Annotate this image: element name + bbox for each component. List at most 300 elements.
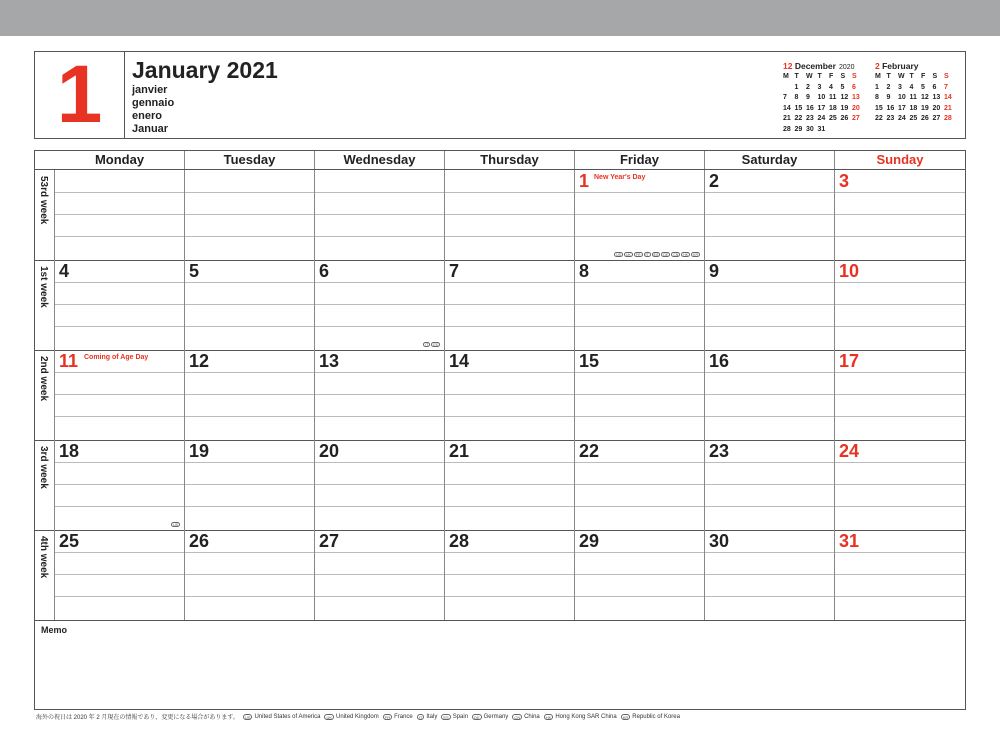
cell-rule — [835, 326, 965, 327]
cell-rule — [185, 282, 314, 283]
mini-weekday: T — [886, 73, 891, 80]
cell-rule — [55, 596, 184, 597]
cell-rule — [705, 326, 834, 327]
cell-rule — [315, 236, 444, 237]
legend-badge: US — [244, 714, 251, 720]
month-names — [132, 84, 174, 136]
day-cell[interactable] — [315, 170, 445, 260]
mini-day: 24 — [817, 115, 826, 122]
top-bar — [0, 0, 1000, 36]
week-label — [35, 530, 55, 620]
month-name-it: gennaio — [132, 97, 175, 109]
day-number: 13 — [319, 351, 340, 371]
memo-label: Memo — [41, 625, 68, 635]
holiday-label: Coming of Age Day — [84, 354, 149, 361]
day-number: 21 — [449, 441, 470, 461]
cell-rule — [315, 394, 444, 395]
cell-rule — [705, 596, 834, 597]
cell-rule — [835, 462, 965, 463]
cell-rule — [315, 372, 444, 373]
mini-day: 15 — [794, 104, 803, 112]
day-cell[interactable] — [835, 530, 965, 620]
holiday-label: New Year's Day — [594, 174, 646, 181]
mini-month-name: December — [794, 61, 836, 71]
country-badge: HK — [683, 253, 689, 257]
mini-day: 2 — [886, 83, 891, 91]
mini-day — [829, 126, 841, 137]
cell-rule — [55, 372, 184, 373]
mini-week-row — [875, 94, 960, 105]
country-badge: UK — [625, 253, 631, 257]
mini-day: 18 — [829, 104, 837, 112]
cell-rule — [185, 236, 314, 237]
cell-rule — [575, 192, 704, 193]
cell-rule — [575, 462, 704, 463]
cell-rule — [575, 372, 704, 373]
cell-rule — [575, 484, 704, 485]
cell-rule — [185, 394, 314, 395]
cell-rule — [575, 282, 704, 283]
mini-day: 26 — [840, 115, 849, 122]
mini-day — [783, 84, 795, 95]
mini-day: 7 — [783, 94, 787, 101]
country-badge: US — [616, 253, 621, 257]
day-cell[interactable] — [705, 440, 835, 530]
cell-rule — [315, 304, 444, 305]
cell-rule — [445, 462, 574, 463]
day-number: 28 — [449, 531, 470, 551]
cell-rule — [315, 596, 444, 597]
mini-week-row — [783, 115, 868, 126]
week-label-text: 1st week — [38, 266, 49, 308]
cell-rule — [835, 416, 965, 417]
day-number: 1 — [579, 171, 590, 191]
week-divider — [35, 620, 965, 621]
cell-rule — [445, 552, 574, 553]
day-cell[interactable] — [705, 530, 835, 620]
mini-month-number: 12 — [783, 61, 793, 71]
cell-rule — [445, 596, 574, 597]
mini-day: 4 — [909, 83, 914, 91]
country-badge: CN — [673, 253, 679, 257]
mini-day: 8 — [794, 94, 799, 101]
day-number: 17 — [839, 351, 860, 371]
day-number: 25 — [59, 531, 80, 551]
cell-rule — [835, 596, 965, 597]
mini-weekday: S — [852, 73, 857, 80]
day-cell[interactable] — [55, 260, 185, 350]
cell-rule — [55, 192, 184, 193]
footer-legend — [36, 712, 680, 721]
mini-day: 29 — [794, 125, 803, 133]
day-number: 23 — [709, 441, 730, 461]
legend-country: Germany — [483, 713, 509, 720]
mini-week-row — [783, 126, 868, 137]
day-number: 6 — [319, 261, 330, 281]
cell-rule — [705, 236, 834, 237]
week-label-text: 3rd week — [38, 446, 49, 489]
legend-badge: FR — [384, 714, 391, 720]
day-number: 9 — [709, 261, 720, 281]
week-label — [35, 170, 55, 260]
month-number: 1 — [35, 52, 125, 138]
country-badge: IT — [425, 343, 429, 347]
mini-day: 28 — [783, 125, 791, 133]
mini-day: 9 — [886, 94, 891, 101]
day-header-wednesday: Wednesday — [315, 151, 445, 169]
day-cell[interactable] — [315, 260, 445, 350]
day-cell[interactable] — [445, 170, 575, 260]
cell-rule — [315, 462, 444, 463]
legend-badge: KR — [622, 714, 629, 720]
mini-day: 13 — [852, 94, 860, 101]
cell-rule — [835, 394, 965, 395]
day-cell[interactable] — [575, 350, 705, 440]
mini-weekday: W — [898, 73, 905, 80]
day-cell[interactable] — [185, 440, 315, 530]
cell-rule — [185, 214, 314, 215]
day-header-sunday: Sunday — [876, 152, 924, 167]
mini-day: 10 — [898, 94, 906, 101]
week-label — [35, 440, 55, 530]
cell-rule — [55, 484, 184, 485]
cell-rule — [575, 506, 704, 507]
mini-day: 22 — [875, 115, 883, 122]
cell-rule — [835, 484, 965, 485]
mini-weekday: W — [806, 73, 813, 80]
mini-month-number: 2 — [875, 61, 880, 71]
mini-year: 2020 — [838, 64, 855, 71]
cell-rule — [575, 574, 704, 575]
mini-day: 12 — [840, 94, 849, 101]
legend-country: Italy — [426, 713, 438, 720]
day-cell[interactable] — [445, 440, 575, 530]
mini-week-row — [875, 84, 960, 95]
cell-rule — [55, 214, 184, 215]
calendar-grid — [34, 150, 966, 710]
day-number: 12 — [189, 351, 210, 371]
mini-weekday-row — [875, 73, 960, 84]
mini-day: 22 — [794, 115, 803, 122]
day-cell[interactable] — [315, 530, 445, 620]
mini-day: 20 — [852, 104, 860, 112]
day-cell[interactable] — [835, 170, 965, 260]
mini-day: 17 — [817, 104, 826, 112]
day-cell[interactable] — [575, 440, 705, 530]
day-number: 20 — [319, 441, 340, 461]
mini-calendar — [875, 61, 960, 126]
mini-day: 11 — [829, 94, 837, 101]
mini-day: 16 — [886, 104, 895, 112]
cell-rule — [705, 484, 834, 485]
legend-country: Spain — [452, 713, 469, 720]
cell-rule — [445, 214, 574, 215]
cell-rule — [185, 484, 314, 485]
cell-rule — [185, 506, 314, 507]
mini-weekday: S — [840, 73, 846, 80]
cell-rule — [835, 304, 965, 305]
cell-rule — [575, 552, 704, 553]
day-cell[interactable] — [185, 170, 315, 260]
cell-rule — [705, 192, 834, 193]
cell-rule — [835, 574, 965, 575]
mini-week-row — [875, 105, 960, 116]
day-cell[interactable] — [445, 260, 575, 350]
cell-rule — [705, 304, 834, 305]
cell-rule — [575, 236, 704, 237]
day-cell[interactable] — [185, 260, 315, 350]
mini-day: 5 — [840, 83, 845, 91]
month-name-fr: janvier — [132, 84, 168, 96]
mini-day: 14 — [944, 94, 952, 101]
cell-rule — [835, 552, 965, 553]
cell-rule — [185, 552, 314, 553]
cell-rule — [705, 506, 834, 507]
country-badge: US — [173, 523, 178, 527]
cell-rule — [705, 574, 834, 575]
mini-day: 15 — [875, 104, 883, 112]
country-badge: KR — [693, 253, 698, 257]
cell-rule — [835, 214, 965, 215]
cell-rule — [705, 394, 834, 395]
country-badges — [614, 252, 700, 257]
mini-day: 13 — [932, 94, 941, 101]
mini-week-row — [783, 84, 868, 95]
footer-note: 海外の祝日は 2020 年 2 月現在の情報であり、変更になる場合があります。 — [36, 715, 239, 721]
mini-day: 6 — [852, 83, 856, 91]
day-number: 19 — [189, 441, 210, 461]
mini-day: 19 — [921, 104, 929, 112]
week-label-text: 53rd week — [38, 176, 49, 225]
cell-rule — [705, 552, 834, 553]
mini-weekday: F — [829, 73, 834, 80]
day-number: 10 — [839, 261, 860, 281]
mini-day: 21 — [783, 115, 791, 122]
cell-rule — [55, 326, 184, 327]
mini-weekday: S — [944, 73, 949, 80]
cell-rule — [185, 192, 314, 193]
cell-rule — [445, 304, 574, 305]
cell-rule — [835, 236, 965, 237]
cell-rule — [705, 462, 834, 463]
day-cell[interactable] — [185, 350, 315, 440]
mini-day: 8 — [875, 94, 879, 101]
day-cell[interactable] — [55, 350, 185, 440]
country-badges — [423, 342, 440, 347]
mini-day: 5 — [921, 83, 925, 91]
mini-month-name: February — [882, 61, 919, 71]
day-number: 3 — [839, 171, 850, 191]
cell-rule — [445, 372, 574, 373]
cell-rule — [835, 372, 965, 373]
day-cell[interactable] — [575, 260, 705, 350]
country-badge: FR — [635, 253, 641, 257]
day-header-saturday: Saturday — [705, 151, 835, 169]
day-number: 4 — [59, 261, 70, 281]
day-number: 16 — [709, 351, 730, 371]
week-label — [35, 260, 55, 350]
mini-day: 17 — [898, 104, 906, 112]
day-number: 2 — [709, 171, 720, 191]
mini-calendar — [783, 61, 868, 136]
day-cell[interactable] — [55, 170, 185, 260]
cell-rule — [575, 416, 704, 417]
day-number: 22 — [579, 441, 600, 461]
cell-rule — [185, 416, 314, 417]
day-cell[interactable] — [705, 170, 835, 260]
day-cell[interactable] — [705, 260, 835, 350]
mini-day: 27 — [932, 115, 941, 122]
cell-rule — [705, 372, 834, 373]
legend-country: France — [394, 713, 413, 720]
day-cell[interactable] — [445, 350, 575, 440]
day-header-thursday: Thursday — [445, 151, 575, 169]
cell-rule — [315, 282, 444, 283]
day-cell[interactable] — [185, 530, 315, 620]
cell-rule — [315, 484, 444, 485]
cell-rule — [55, 282, 184, 283]
mini-weekday: T — [909, 73, 914, 80]
legend-badge: DE — [474, 714, 480, 720]
cell-rule — [705, 214, 834, 215]
mini-day: 10 — [817, 94, 826, 101]
legend-country: China — [524, 713, 540, 720]
cell-rule — [575, 326, 704, 327]
cell-rule — [185, 326, 314, 327]
day-cell[interactable] — [445, 530, 575, 620]
day-cell[interactable] — [835, 350, 965, 440]
day-cell[interactable] — [315, 350, 445, 440]
day-cell[interactable] — [835, 260, 965, 350]
week-label-text: 2nd week — [38, 356, 49, 402]
mini-day: 20 — [932, 104, 941, 112]
mini-day: 12 — [921, 94, 929, 101]
day-number: 31 — [839, 531, 860, 551]
day-number: 7 — [449, 261, 460, 281]
cell-rule — [445, 506, 574, 507]
cell-rule — [315, 574, 444, 575]
cell-rule — [185, 574, 314, 575]
month-header — [34, 51, 966, 139]
country-badges — [171, 522, 180, 527]
week-label — [35, 350, 55, 440]
day-number: 18 — [59, 441, 80, 461]
cell-rule — [55, 506, 184, 507]
day-number: 14 — [449, 351, 470, 371]
mini-day: 23 — [886, 115, 895, 122]
cell-rule — [445, 574, 574, 575]
cell-rule — [575, 394, 704, 395]
cell-rule — [705, 416, 834, 417]
mini-day: 14 — [783, 104, 791, 112]
mini-day: 19 — [840, 104, 849, 112]
week-label-text: 4th week — [38, 536, 49, 579]
cell-rule — [55, 416, 184, 417]
mini-calendar-title — [875, 61, 960, 71]
mini-day: 3 — [898, 83, 902, 91]
cell-rule — [315, 506, 444, 507]
cell-rule — [445, 484, 574, 485]
legend-badge: CN — [514, 714, 521, 720]
day-header-monday: Monday — [55, 151, 185, 169]
mini-day — [841, 126, 853, 137]
day-cell[interactable] — [55, 440, 185, 530]
cell-rule — [445, 394, 574, 395]
mini-weekday: M — [875, 73, 881, 80]
legend-country: United States of America — [254, 713, 321, 720]
cell-rule — [55, 574, 184, 575]
mini-day — [852, 126, 864, 137]
day-cell[interactable] — [835, 440, 965, 530]
cell-rule — [705, 282, 834, 283]
legend-country: Republic of Korea — [632, 713, 680, 720]
cell-rule — [185, 304, 314, 305]
day-number: 15 — [579, 351, 600, 371]
legend-badge: HK — [545, 714, 552, 720]
day-cell[interactable] — [55, 530, 185, 620]
cell-rule — [185, 596, 314, 597]
mini-day: 4 — [829, 83, 833, 91]
day-cell[interactable] — [315, 440, 445, 530]
cell-rule — [315, 416, 444, 417]
cell-rule — [315, 552, 444, 553]
country-badge: IT — [645, 253, 649, 257]
mini-day: 21 — [944, 104, 952, 112]
month-name-es: enero — [132, 110, 162, 122]
cell-rule — [55, 236, 184, 237]
day-number: 29 — [579, 531, 600, 551]
mini-calendar-title — [783, 61, 868, 71]
month-name-de: Januar — [132, 123, 169, 135]
cell-rule — [445, 236, 574, 237]
mini-day: 28 — [944, 115, 952, 122]
mini-weekday: S — [932, 73, 938, 80]
day-cell[interactable] — [705, 350, 835, 440]
mini-weekday-row — [783, 73, 868, 84]
cell-rule — [55, 394, 184, 395]
legend-badge: IT — [418, 714, 423, 720]
mini-weekday: T — [817, 73, 822, 80]
cell-rule — [315, 214, 444, 215]
cell-rule — [315, 192, 444, 193]
mini-weekday: T — [794, 73, 799, 80]
day-cell[interactable] — [575, 170, 705, 260]
day-number: 5 — [189, 261, 200, 281]
day-number: 11 — [59, 351, 79, 371]
day-number: 24 — [839, 441, 860, 461]
mini-day: 6 — [932, 83, 937, 91]
cell-rule — [835, 506, 965, 507]
cell-rule — [835, 282, 965, 283]
legend-country: United Kingdom — [336, 713, 379, 720]
country-badge: DE — [663, 253, 669, 257]
day-header-friday: Friday — [575, 151, 705, 169]
mini-day: 7 — [944, 83, 948, 91]
mini-week-row — [783, 105, 868, 116]
mini-day: 2 — [806, 83, 810, 91]
mini-day: 11 — [909, 94, 917, 101]
mini-day: 1 — [875, 83, 879, 91]
mini-day: 1 — [794, 83, 799, 91]
day-cell[interactable] — [575, 530, 705, 620]
mini-day: 25 — [829, 115, 837, 122]
month-title: January 2021 — [132, 57, 278, 83]
mini-day: 18 — [909, 104, 918, 112]
mini-weekday: M — [783, 73, 789, 80]
mini-day: 26 — [921, 115, 929, 122]
cell-rule — [575, 596, 704, 597]
day-header-tuesday: Tuesday — [185, 151, 315, 169]
